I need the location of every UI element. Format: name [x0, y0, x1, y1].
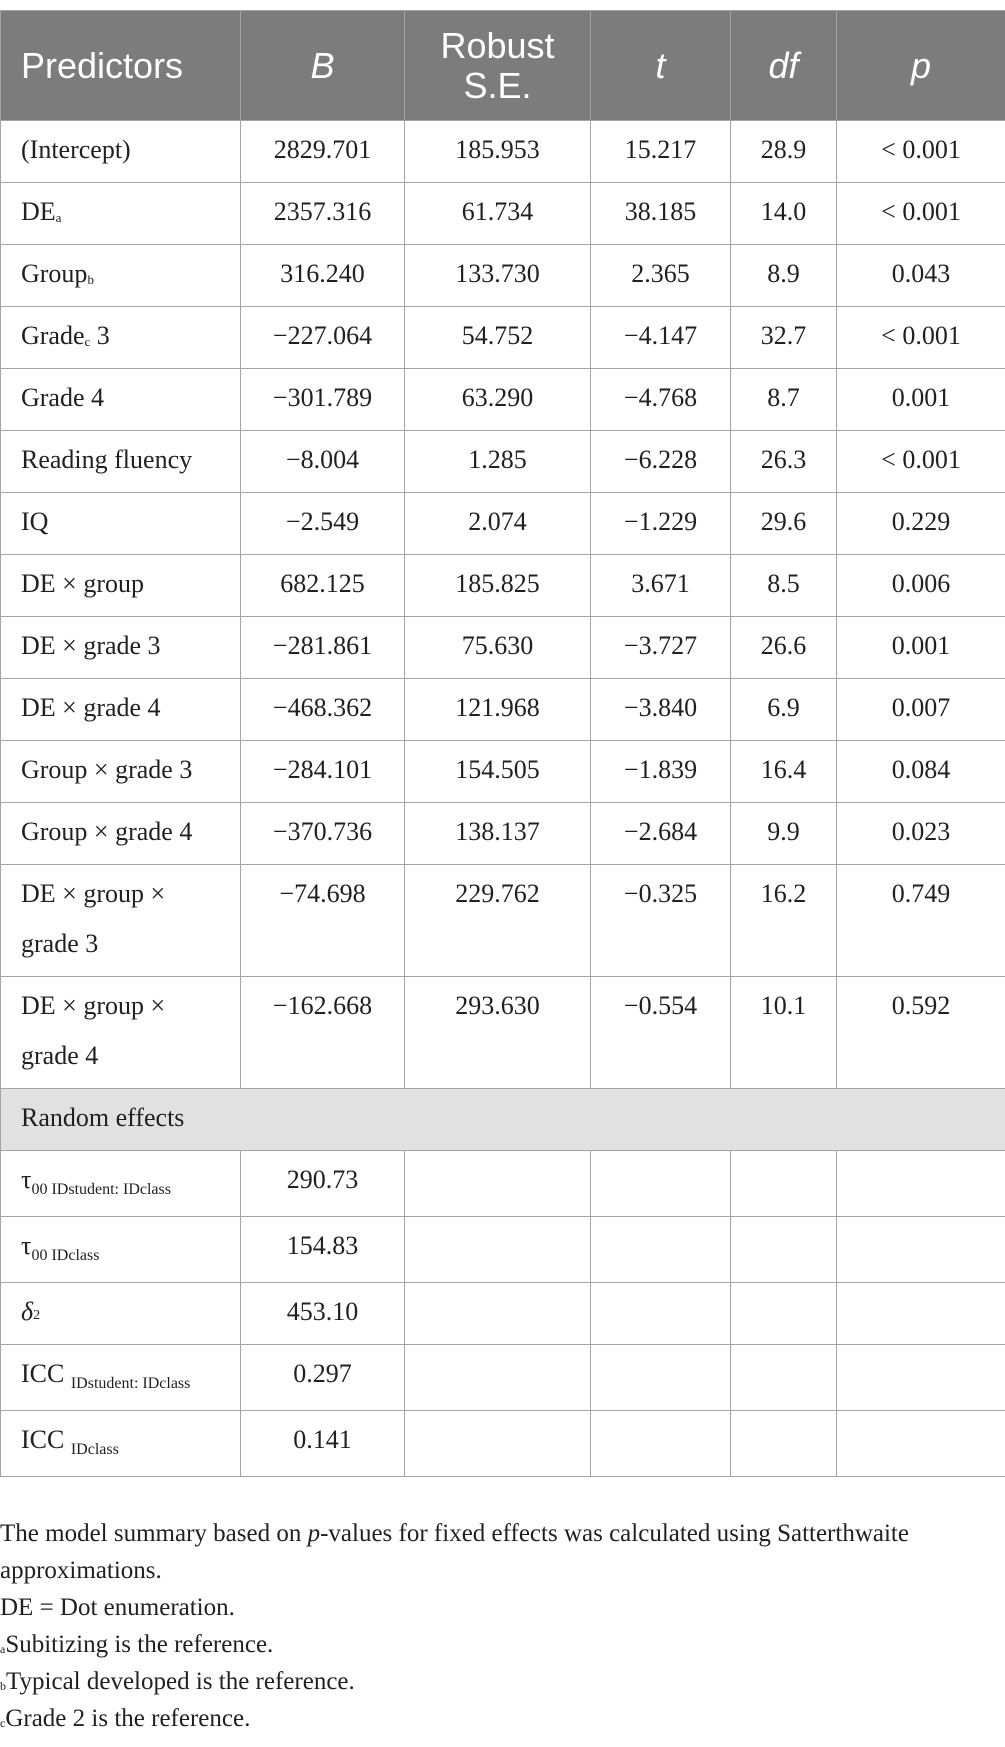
empty-cell — [405, 1411, 591, 1477]
predictor-cell — [1, 121, 241, 183]
random-row — [1, 1345, 1005, 1411]
predictor-label: Grade 4 — [21, 383, 105, 412]
df-cell: 9.9 — [731, 803, 837, 865]
predictor-label: DE — [21, 197, 56, 226]
footnote-mark: b — [87, 272, 94, 287]
predictor-label: DE × group — [21, 569, 144, 598]
empty-cell — [837, 1411, 1005, 1477]
df-cell: 14.0 — [731, 183, 837, 245]
predictor-label: DE × group × — [21, 879, 166, 908]
p-cell: 0.749 — [837, 865, 1005, 977]
se-cell: 1.285 — [405, 431, 591, 493]
predictor-cell — [1, 369, 241, 431]
df-cell: 6.9 — [731, 679, 837, 741]
random-sub: IDstudent: IDclass — [70, 1375, 191, 1392]
df-cell: 10.1 — [731, 977, 837, 1089]
se-cell: 185.953 — [405, 121, 591, 183]
predictor-cell — [1, 803, 241, 865]
predictor-label: DE × grade 3 — [21, 631, 161, 660]
p-cell: 0.043 — [837, 245, 1005, 307]
se-cell: 154.505 — [405, 741, 591, 803]
se-cell: 63.290 — [405, 369, 591, 431]
footnote-text: Typical developed is the reference. — [6, 1668, 355, 1695]
footnote-marker: a — [0, 1642, 6, 1656]
predictor-cell — [1, 431, 241, 493]
predictor-cell — [1, 245, 241, 307]
df-cell: 28.9 — [731, 121, 837, 183]
note-summary — [0, 1515, 1000, 1589]
df-cell: 16.2 — [731, 865, 837, 977]
b-cell: −8.004 — [241, 431, 405, 493]
b-cell: 290.73 — [241, 1151, 405, 1217]
empty-cell — [837, 1151, 1005, 1217]
predictor-label: IQ — [21, 507, 49, 536]
predictor-label: Group × grade 3 — [21, 755, 193, 784]
regression-table — [0, 10, 1005, 1477]
b-cell: −284.101 — [241, 741, 405, 803]
table-body — [1, 121, 1005, 1477]
footnote — [0, 1700, 1000, 1737]
df-cell: 16.4 — [731, 741, 837, 803]
table-row — [1, 617, 1005, 679]
df-cell: 8.9 — [731, 245, 837, 307]
header-row — [1, 11, 1005, 121]
t-cell: −4.147 — [591, 307, 731, 369]
se-cell: 293.630 — [405, 977, 591, 1089]
p-cell: < 0.001 — [837, 183, 1005, 245]
header-df: df — [731, 11, 837, 121]
p-cell: 0.229 — [837, 493, 1005, 555]
note-abbrev: DE = Dot enumeration. — [0, 1594, 235, 1621]
df-cell: 26.3 — [731, 431, 837, 493]
p-cell: 0.084 — [837, 741, 1005, 803]
t-cell: −6.228 — [591, 431, 731, 493]
random-main-sub: 00 IDstudent: IDclass — [31, 1181, 171, 1198]
random-sub: IDclass — [70, 1441, 119, 1458]
random-row — [1, 1411, 1005, 1477]
table-notes — [0, 1515, 1000, 1737]
empty-cell — [405, 1283, 591, 1345]
se-cell: 138.137 — [405, 803, 591, 865]
header-predictors: Predictors — [1, 11, 241, 121]
empty-cell — [591, 1411, 731, 1477]
predictor-label: Group × grade 4 — [21, 817, 193, 846]
random-sup: 2 — [33, 1308, 41, 1323]
se-cell: 133.730 — [405, 245, 591, 307]
footnote-marker: c — [0, 1716, 6, 1730]
t-cell: 15.217 — [591, 121, 731, 183]
p-cell: 0.023 — [837, 803, 1005, 865]
predictor-label: Grade — [21, 321, 85, 350]
b-cell: −468.362 — [241, 679, 405, 741]
t-cell: 38.185 — [591, 183, 731, 245]
random-main-sub: 00 IDclass — [31, 1247, 100, 1264]
header-t: t — [591, 11, 731, 121]
predictor-cell — [1, 977, 241, 1089]
predictor-label-line2: grade 4 — [21, 1041, 99, 1070]
df-cell: 26.6 — [731, 617, 837, 679]
empty-cell — [731, 1345, 837, 1411]
header-p: p — [837, 11, 1005, 121]
t-cell: 3.671 — [591, 555, 731, 617]
footnote — [0, 1663, 1000, 1700]
t-cell: −2.684 — [591, 803, 731, 865]
table-row — [1, 245, 1005, 307]
empty-cell — [591, 1217, 731, 1283]
b-cell: 154.83 — [241, 1217, 405, 1283]
footnote-mark: a — [55, 210, 62, 225]
empty-cell — [837, 1217, 1005, 1283]
random-label-cell — [1, 1217, 241, 1283]
predictor-cell — [1, 741, 241, 803]
header-b: B — [241, 11, 405, 121]
p-cell: 0.592 — [837, 977, 1005, 1089]
b-cell: −2.549 — [241, 493, 405, 555]
se-cell: 2.074 — [405, 493, 591, 555]
random-label-cell — [1, 1283, 241, 1345]
p-cell: < 0.001 — [837, 431, 1005, 493]
se-cell: 61.734 — [405, 183, 591, 245]
random-row — [1, 1217, 1005, 1283]
b-cell: −281.861 — [241, 617, 405, 679]
p-cell: 0.006 — [837, 555, 1005, 617]
empty-cell — [731, 1283, 837, 1345]
random-symbol: τ — [21, 1165, 32, 1194]
b-cell: 0.297 — [241, 1345, 405, 1411]
table-row — [1, 679, 1005, 741]
b-cell: 0.141 — [241, 1411, 405, 1477]
random-label-cell — [1, 1151, 241, 1217]
t-cell: −1.839 — [591, 741, 731, 803]
b-cell: −301.789 — [241, 369, 405, 431]
b-cell: −74.698 — [241, 865, 405, 977]
t-cell: 2.365 — [591, 245, 731, 307]
footnote-mark: c — [84, 334, 91, 349]
predictor-cell — [1, 679, 241, 741]
table-row — [1, 555, 1005, 617]
predictor-cell — [1, 617, 241, 679]
empty-cell — [837, 1283, 1005, 1345]
footnote-list — [0, 1626, 1000, 1737]
empty-cell — [405, 1217, 591, 1283]
random-effects-section-row — [1, 1089, 1005, 1151]
random-effects-label: Random effects — [1, 1089, 1005, 1151]
df-cell: 8.7 — [731, 369, 837, 431]
empty-cell — [591, 1283, 731, 1345]
table-row — [1, 803, 1005, 865]
t-cell: −0.325 — [591, 865, 731, 977]
empty-cell — [405, 1345, 591, 1411]
b-cell: −162.668 — [241, 977, 405, 1089]
random-row — [1, 1151, 1005, 1217]
random-label-cell — [1, 1345, 241, 1411]
b-cell: 2829.701 — [241, 121, 405, 183]
predictor-cell — [1, 865, 241, 977]
df-cell: 8.5 — [731, 555, 837, 617]
se-cell: 185.825 — [405, 555, 591, 617]
table-row — [1, 183, 1005, 245]
se-cell: 229.762 — [405, 865, 591, 977]
footnote-marker: b — [0, 1679, 6, 1693]
se-cell: 121.968 — [405, 679, 591, 741]
predictor-label: DE × group × — [21, 991, 166, 1020]
empty-cell — [591, 1345, 731, 1411]
random-row — [1, 1283, 1005, 1345]
predictor-label: (Intercept) — [21, 135, 131, 164]
random-symbol: δ — [21, 1297, 34, 1326]
random-symbol: τ — [21, 1231, 32, 1260]
t-cell: −0.554 — [591, 977, 731, 1089]
table-row — [1, 741, 1005, 803]
random-main: ICC — [21, 1425, 71, 1454]
predictor-label-line2: grade 3 — [21, 929, 99, 958]
table-row — [1, 493, 1005, 555]
random-main: ICC — [21, 1359, 71, 1388]
predictor-label: Reading fluency — [21, 445, 193, 474]
footnote-text: Subitizing is the reference. — [5, 1631, 274, 1658]
random-label-cell — [1, 1411, 241, 1477]
t-cell: −3.727 — [591, 617, 731, 679]
p-cell: 0.001 — [837, 369, 1005, 431]
header-robust-se — [405, 11, 591, 121]
empty-cell — [405, 1151, 591, 1217]
p-cell: 0.007 — [837, 679, 1005, 741]
table-row — [1, 121, 1005, 183]
header-se-line2: S.E. — [463, 64, 532, 106]
b-cell: −227.064 — [241, 307, 405, 369]
predictor-cell — [1, 555, 241, 617]
table-row — [1, 431, 1005, 493]
footnote-text: Grade 2 is the reference. — [5, 1705, 251, 1732]
b-cell: −370.736 — [241, 803, 405, 865]
predictor-label-rest: 3 — [90, 321, 110, 350]
df-cell: 29.6 — [731, 493, 837, 555]
predictor-label: Group — [21, 259, 88, 288]
b-cell: 2357.316 — [241, 183, 405, 245]
header-se-line1: Robust — [440, 24, 555, 66]
se-cell: 54.752 — [405, 307, 591, 369]
b-cell: 316.240 — [241, 245, 405, 307]
table-row — [1, 307, 1005, 369]
p-cell: < 0.001 — [837, 307, 1005, 369]
b-cell: 453.10 — [241, 1283, 405, 1345]
empty-cell — [837, 1345, 1005, 1411]
empty-cell — [591, 1151, 731, 1217]
empty-cell — [731, 1217, 837, 1283]
p-cell: < 0.001 — [837, 121, 1005, 183]
table-row — [1, 977, 1005, 1089]
se-cell: 75.630 — [405, 617, 591, 679]
p-cell: 0.001 — [837, 617, 1005, 679]
note-summary-suffix: -values for fixed effects was calculated using Satterthwaite approximations. — [0, 1520, 909, 1584]
note-summary-italic: p — [307, 1520, 321, 1547]
predictor-label: DE × grade 4 — [21, 693, 161, 722]
b-cell: 682.125 — [241, 555, 405, 617]
table-row — [1, 369, 1005, 431]
df-cell: 32.7 — [731, 307, 837, 369]
t-cell: −4.768 — [591, 369, 731, 431]
note-summary-prefix: The model summary based on — [0, 1520, 308, 1547]
predictor-cell — [1, 493, 241, 555]
predictor-cell — [1, 183, 241, 245]
table-row — [1, 865, 1005, 977]
empty-cell — [731, 1411, 837, 1477]
t-cell: −1.229 — [591, 493, 731, 555]
empty-cell — [731, 1151, 837, 1217]
predictor-cell — [1, 307, 241, 369]
t-cell: −3.840 — [591, 679, 731, 741]
footnote — [0, 1626, 1000, 1663]
